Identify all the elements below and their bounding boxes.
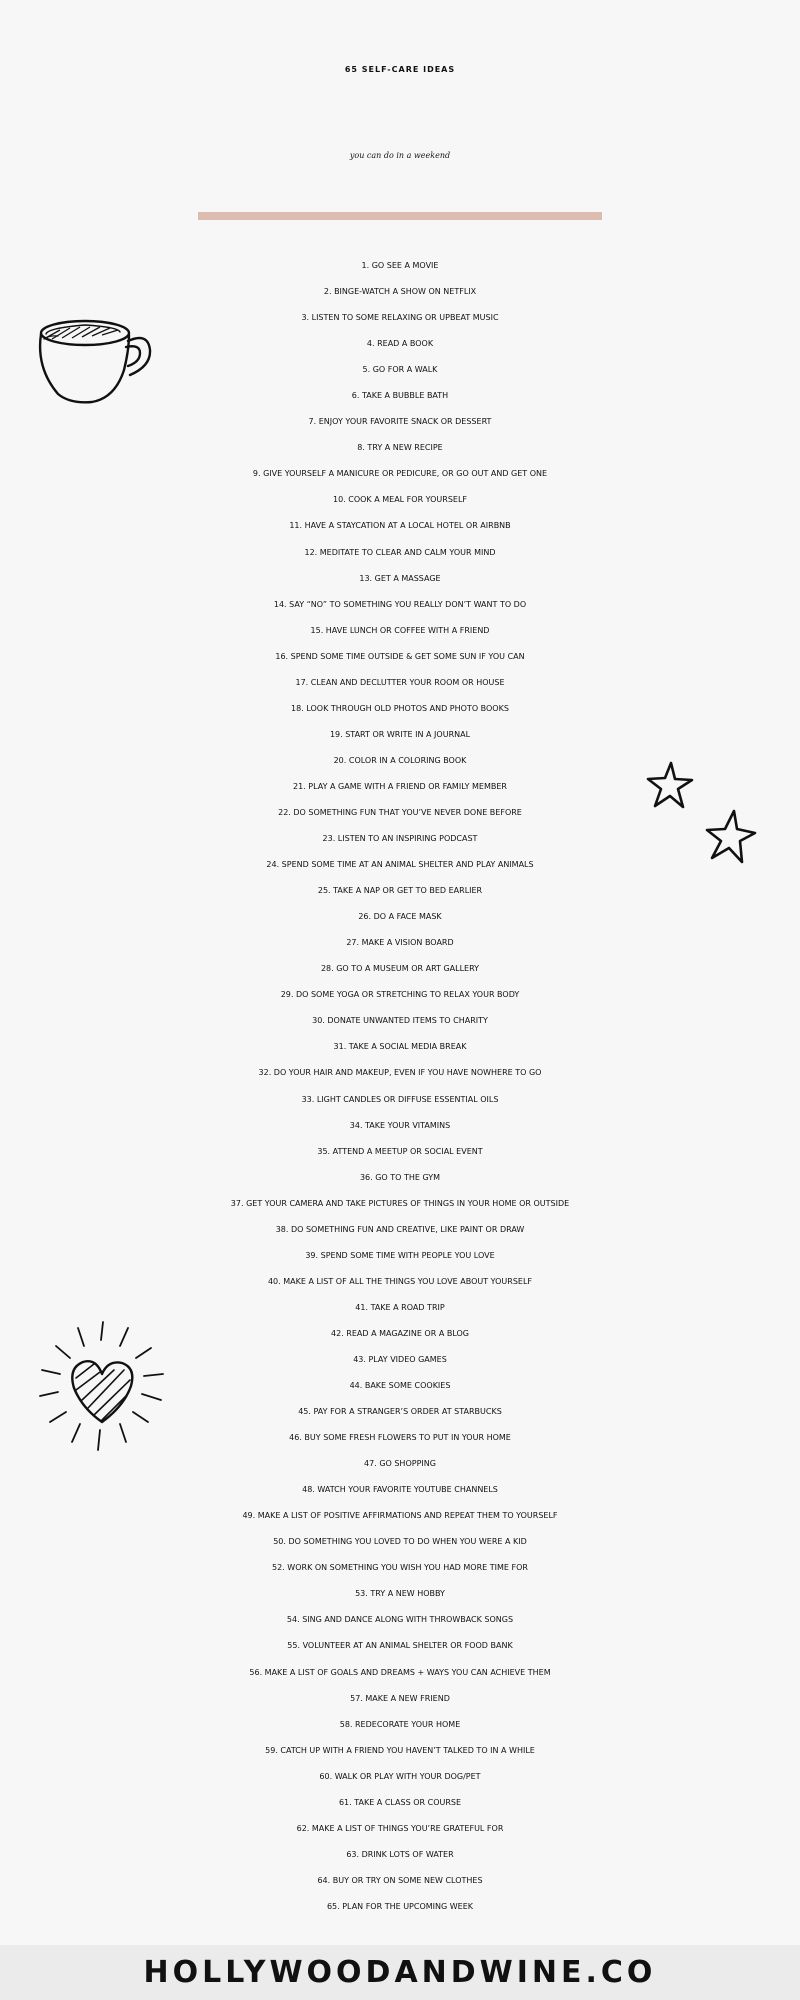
list-item: 57. MAKE A NEW FRIEND xyxy=(350,1693,450,1703)
list-item: 53. TRY A NEW HOBBY xyxy=(355,1589,445,1599)
list-item: 20. COLOR IN A COLORING BOOK xyxy=(333,755,467,765)
list-item: 24. SPEND SOME TIME AT AN ANIMAL SHELTER AND PLAY ANIMALS xyxy=(266,860,534,870)
list-item: 37. GET YOUR CAMERA AND TAKE PICTURES OF THINGS IN YOUR HOME OR OUTSIDE xyxy=(230,1198,570,1208)
list-item: 23. LISTEN TO AN INSPIRING PODCAST xyxy=(322,834,478,844)
list-item: 31. TAKE A SOCIAL MEDIA BREAK xyxy=(333,1042,467,1052)
list-item: 34. TAKE YOUR VITAMINS xyxy=(349,1120,451,1130)
list-item: 36. GO TO THE GYM xyxy=(359,1172,441,1182)
list-item: 41. TAKE A ROAD TRIP xyxy=(355,1302,445,1312)
list-item: 60. WALK OR PLAY WITH YOUR DOG/PET xyxy=(319,1771,481,1781)
list-item: 56. MAKE A LIST OF GOALS AND DREAMS + WAYS YOU CAN ACHIEVE THEM xyxy=(249,1667,551,1677)
list-item: 65. PLAN FOR THE UPCOMING WEEK xyxy=(326,1901,474,1911)
list-item: 50. DO SOMETHING YOU LOVED TO DO WHEN YOU WERE A KID xyxy=(273,1537,527,1547)
list-item: 15. HAVE LUNCH OR COFFEE WITH A FRIEND xyxy=(310,625,490,635)
list-item: 38. DO SOMETHING FUN AND CREATIVE, LIKE PAINT OR DRAW xyxy=(275,1224,525,1234)
list-item: 46. BUY SOME FRESH FLOWERS TO PUT IN YOUR HOME xyxy=(289,1433,511,1443)
list-item: 30. DONATE UNWANTED ITEMS TO CHARITY xyxy=(312,1016,488,1026)
list-item: 18. LOOK THROUGH OLD PHOTOS AND PHOTO BOOKS xyxy=(291,703,509,713)
list-item: 7. ENJOY YOUR FAVORITE SNACK OR DESSERT xyxy=(308,417,492,427)
list-item: 44. BAKE SOME COOKIES xyxy=(349,1381,451,1391)
list-item: 6. TAKE A BUBBLE BATH xyxy=(351,391,449,401)
list-item: 22. DO SOMETHING FUN THAT YOU’VE NEVER DONE BEFORE xyxy=(278,807,522,817)
list-item: 48. WATCH YOUR FAVORITE YOUTUBE CHANNELS xyxy=(302,1485,498,1495)
list-item: 8. TRY A NEW RECIPE xyxy=(357,443,443,453)
list-item: 63. DRINK LOTS OF WATER xyxy=(346,1849,454,1859)
list-item: 4. READ A BOOK xyxy=(366,339,434,349)
list-item: 27. MAKE A VISION BOARD xyxy=(346,938,454,948)
list-item: 52. WORK ON SOMETHING YOU WISH YOU HAD MORE TIME FOR xyxy=(272,1563,528,1573)
list-item: 64. BUY OR TRY ON SOME NEW CLOTHES xyxy=(317,1875,483,1885)
list-item: 21. PLAY A GAME WITH A FRIEND OR FAMILY MEMBER xyxy=(293,781,507,791)
list-item: 61. TAKE A CLASS OR COURSE xyxy=(338,1797,462,1807)
page-subtitle: you can do in a weekend xyxy=(349,151,451,160)
list-item: 17. CLEAN AND DECLUTTER YOUR ROOM OR HOUSE xyxy=(295,677,505,687)
list-item: 26. DO A FACE MASK xyxy=(358,912,442,922)
footer-website: HOLLYWOODANDWINE.CO xyxy=(143,1955,657,1990)
list-item: 42. READ A MAGAZINE OR A BLOG xyxy=(331,1328,469,1338)
list-item: 43. PLAY VIDEO GAMES xyxy=(353,1354,447,1364)
page-title: 65 SELF-CARE IDEAS xyxy=(344,65,456,74)
list-item: 47. GO SHOPPING xyxy=(364,1459,436,1469)
list-item: 19. START OR WRITE IN A JOURNAL xyxy=(329,729,471,739)
list-item: 32. DO YOUR HAIR AND MAKEUP, EVEN IF YOU HAVE NOWHERE TO GO xyxy=(258,1068,542,1078)
list-item: 54. SING AND DANCE ALONG WITH THROWBACK SONGS xyxy=(286,1615,514,1625)
footer xyxy=(0,1945,800,2000)
list-item: 45. PAY FOR A STRANGER’S ORDER AT STARBUCKS xyxy=(298,1407,502,1417)
list-item: 12. MEDITATE TO CLEAR AND CALM YOUR MIND xyxy=(304,547,496,557)
list-item: 29. DO SOME YOGA OR STRETCHING TO RELAX YOUR BODY xyxy=(280,990,520,1000)
list-item: 16. SPEND SOME TIME OUTSIDE & GET SOME SUN IF YOU CAN xyxy=(275,651,525,661)
list-item: 62. MAKE A LIST OF THINGS YOU’RE GRATEFUL FOR xyxy=(296,1823,504,1833)
list-item: 11. HAVE A STAYCATION AT A LOCAL HOTEL OR AIRBNB xyxy=(289,521,511,531)
list-item: 35. ATTEND A MEETUP OR SOCIAL EVENT xyxy=(317,1146,483,1156)
title-divider xyxy=(198,212,602,220)
self-care-ideas-list xyxy=(0,253,800,1920)
list-item: 25. TAKE A NAP OR GET TO BED EARLIER xyxy=(317,886,483,896)
list-item: 28. GO TO A MUSEUM OR ART GALLERY xyxy=(320,964,480,974)
list-item: 49. MAKE A LIST OF POSITIVE AFFIRMATIONS AND REPEAT THEM TO YOURSELF xyxy=(242,1511,558,1521)
list-item: 9. GIVE YOURSELF A MANICURE OR PEDICURE, OR GO OUT AND GET ONE xyxy=(252,469,548,479)
list-item: 59. CATCH UP WITH A FRIEND YOU HAVEN’T TALKED TO IN A WHILE xyxy=(265,1745,535,1755)
list-item: 40. MAKE A LIST OF ALL THE THINGS YOU LOVE ABOUT YOURSELF xyxy=(267,1276,533,1286)
list-item: 5. GO FOR A WALK xyxy=(362,365,438,375)
list-item: 14. SAY “NO” TO SOMETHING YOU REALLY DON’T WANT TO DO xyxy=(273,599,527,609)
list-item: 58. REDECORATE YOUR HOME xyxy=(339,1719,461,1729)
list-item: 2. BINGE-WATCH A SHOW ON NETFLIX xyxy=(323,287,477,297)
list-item: 1. GO SEE A MOVIE xyxy=(361,261,439,270)
list-item: 33. LIGHT CANDLES OR DIFFUSE ESSENTIAL OILS xyxy=(301,1094,499,1104)
list-item: 10. COOK A MEAL FOR YOURSELF xyxy=(332,495,468,505)
list-item: 55. VOLUNTEER AT AN ANIMAL SHELTER OR FOOD BANK xyxy=(287,1641,513,1651)
list-item: 3. LISTEN TO SOME RELAXING OR UPBEAT MUSIC xyxy=(301,313,499,323)
list-item: 39. SPEND SOME TIME WITH PEOPLE YOU LOVE xyxy=(305,1250,495,1260)
list-item: 13. GET A MASSAGE xyxy=(359,573,441,583)
